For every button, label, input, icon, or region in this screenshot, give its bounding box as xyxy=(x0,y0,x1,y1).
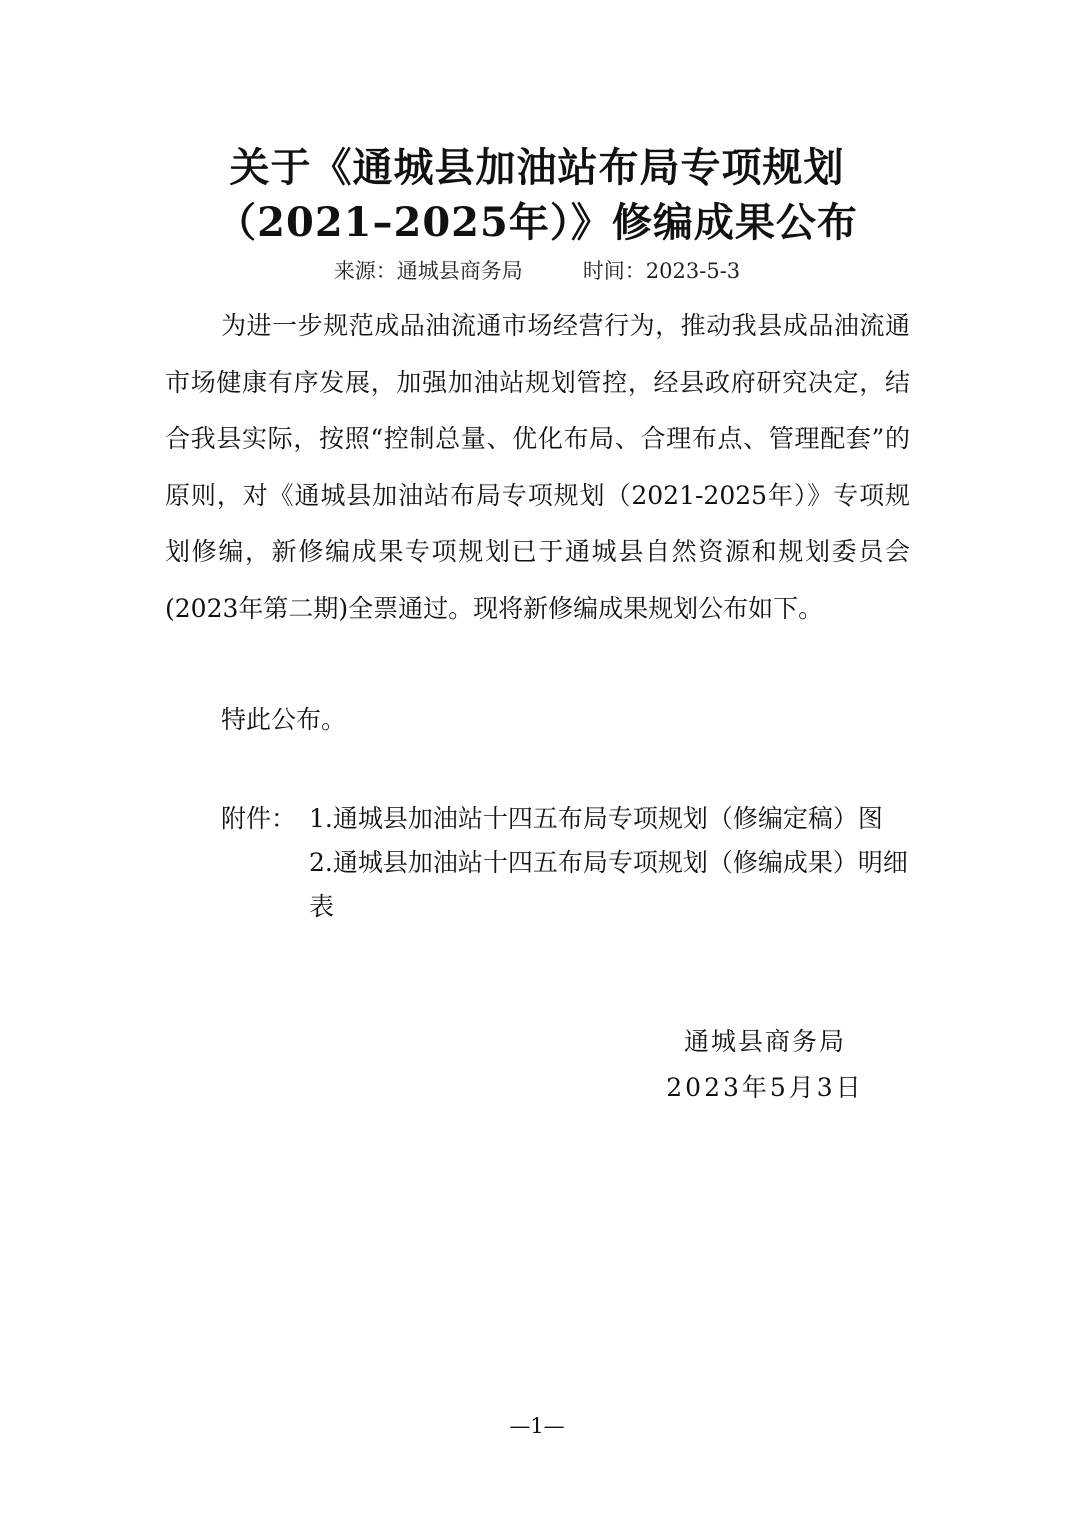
signature-organization: 通城县商务局 xyxy=(683,1027,846,1056)
source-time-line xyxy=(0,255,1074,285)
source-text: 来源：通城县商务局 xyxy=(333,259,523,283)
time-text: 时间：2023-5-3 xyxy=(582,259,741,283)
signature-date: 2023年5月3日 xyxy=(666,1073,864,1102)
attachment-item: 2.通城县加油站十四五布局专项规划（修编成果）明细表 xyxy=(309,848,908,921)
attachments-label: 附件： xyxy=(221,804,297,833)
closing-statement: 特此公布。 xyxy=(221,705,347,734)
attachment-item: 1.通城县加油站十四五布局专项规划（修编定稿）图 xyxy=(309,804,883,833)
document-title-line-1: 关于《通城县加油站布局专项规划 xyxy=(229,144,845,191)
page-number: —1— xyxy=(509,1414,565,1438)
body-paragraph: 为进一步规范成品油流通市场经营行为，推动我县成品油流通市场健康有序发展，加强加油站规划管控，经县政府研究决定，结合我县实际，按照“控制总量、优化布局、合理布点、管理配套”的原则，对《通城县加油站布局专项规划（2021-2025年）》专项规划修编，新修编成果专项规划已于通城县自然资源和规划委员会(2023年第二期)全票通过。现将新修编成果规划公布如下。 xyxy=(165,311,910,623)
document-title-line-2: （2021–2025年）》修编成果公布 xyxy=(216,199,858,246)
